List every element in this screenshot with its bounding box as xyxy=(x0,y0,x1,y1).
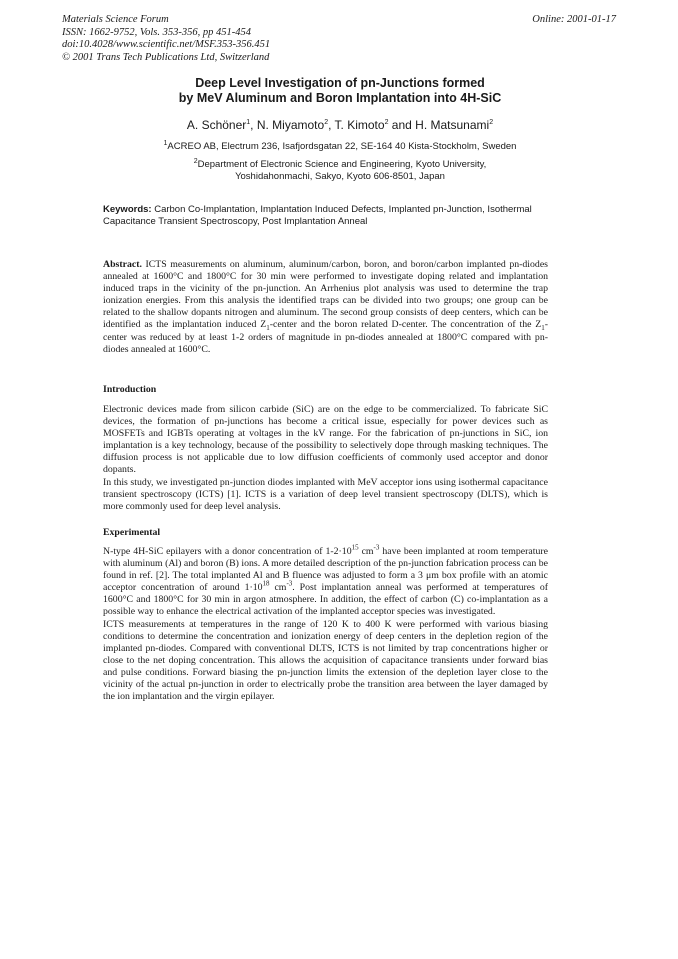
title-line-2: by MeV Aluminum and Boron Implantation into 4H-SiC xyxy=(178,91,502,105)
journal-name: Materials Science Forum xyxy=(62,14,169,25)
doi-link[interactable]: doi:10.4028/www.scientific.net/MSF.353-356.451 xyxy=(62,39,271,50)
introduction-paragraph-2: In this study, we investigated pn-junction diodes implanted with MeV acceptor ions using isothermal capacitance transient spectroscopy (ICTS) [1]. ICTS is a variation of deep level transient spectroscopy (DLTS), which is more commonly used for deep level analysis. xyxy=(103,476,548,512)
keywords-text: Carbon Co-Implantation, Implantation Induced Defects, Implanted pn-Junction, Isothermal Capacitance Transient Spectroscopy, Post Implantation Anneal xyxy=(103,204,532,227)
exp-text-a: N-type 4H-SiC epilayers with a donor concentration of 1-2·10 xyxy=(103,546,352,557)
exp-sup-a: 15 xyxy=(351,543,359,552)
author-2-affil: 2 xyxy=(324,119,329,126)
author-list xyxy=(80,118,600,132)
affiliation-1 xyxy=(80,141,600,153)
exp-sup-c: 18 xyxy=(262,580,270,589)
author-1: A. Schöner xyxy=(186,118,247,132)
copyright-line: © 2001 Trans Tech Publications Ltd, Switzerland xyxy=(62,51,270,63)
abstract xyxy=(103,259,548,356)
affiliation-1-text: ACREO AB, Electrum 236, Isafjordsgatan 22, SE-164 40 Kista-Stockholm, Sweden xyxy=(167,141,517,152)
author-3-affil: 2 xyxy=(384,119,389,126)
affiliation-2 xyxy=(80,159,600,183)
paper-title xyxy=(80,76,600,106)
abstract-sub-2: 1 xyxy=(541,324,545,333)
affiliation-2-line-1: Department of Electronic Science and Engineering, Kyoto University, xyxy=(197,159,487,170)
section-heading-experimental: Experimental xyxy=(103,527,161,538)
author-3: , T. Kimoto xyxy=(328,118,385,132)
abstract-label: Abstract. xyxy=(103,259,142,270)
exp-text-d: cm xyxy=(269,582,287,594)
author-2: , N. Miyamoto xyxy=(250,118,325,132)
exp-text-c: have been implanted at room temperature with aluminum (Al) and boron (B) ions. A more detailed description of the pn-junction fabrication process can be found in ref. [2]. The total implanted Al and B fluence was adjusted to form a 3 μm box profile with an atomic acceptor concentration of around 1·10 xyxy=(103,546,548,594)
abstract-text-2: -center and the boron related D-center. The concentration of the Z xyxy=(269,319,542,331)
introduction-paragraph-1: Electronic devices made from silicon carbide (SiC) are on the edge to be commercialized. To fabricate SiC devices, the formation of pn-junctions has become a critical issue, especially for power devices such as MOSFETs and IGBTs operating at voltages in the kV range. For the fabrication of pn-junctions in SiC, ion implantation is a key technology, because of the possibility to selectively dope through masking techniques. The diffusion process is not applicable due to low diffusion coefficients of commonly used acceptor and donor dopants. xyxy=(103,404,548,476)
exp-text-b: cm xyxy=(358,546,374,557)
introduction-body xyxy=(103,404,548,513)
section-heading-introduction: Introduction xyxy=(103,384,157,395)
author-4: and H. Matsunami xyxy=(388,118,490,132)
issn-line: ISSN: 1662-9752, Vols. 353-356, pp 451-454 xyxy=(62,26,251,38)
journal-header xyxy=(62,14,270,64)
author-1-affil: 1 xyxy=(246,119,251,126)
exp-text-e: . Post implantation anneal was performed at temperatures of 1600°C and 1800°C for 30 min in argon atmosphere. In addition, the effect of carbon (C) co-implantation as a possible way to enhance the electrical activation of the implanted acceptor species was investigated. xyxy=(103,582,548,618)
online-date: Online: 2001-01-17 xyxy=(532,14,616,25)
exp-sup-b: -3 xyxy=(373,543,380,552)
affiliation-2-line-2: Yoshidahonmachi, Sakyo, Kyoto 606-8501, Japan xyxy=(235,171,445,182)
keywords xyxy=(103,204,533,228)
experimental-paragraph-2: ICTS measurements at temperatures in the range of 120 K to 400 K were performed with various biasing conditions to determine the concentration and ionization energy of deep centers in the depletion region of the implanted pn-diodes. Compared with conventional DLTS, ICTS is not limited by trap concentrations higher or close to the net doping concentration. This allows the acquisition of capacitance transients under forward bias and pulse conditions. Forward biasing the pn-junction limits the extension of the depletion layer close to the vicinity of the actual pn-junction in order to electrically probe the transition area between the layer damaged by the ion implantation and the virgin epilayer. xyxy=(103,618,548,703)
keywords-label: Keywords: xyxy=(103,204,152,215)
experimental-paragraph-1 xyxy=(103,543,548,619)
abstract-text-3: -center was reduced by at least 1-2 orders of magnitude in pn-diodes annealed at 1800°C compared with pn-diodes annealed at 1600°C. xyxy=(103,319,548,355)
affiliation-1-marker: 1 xyxy=(163,139,168,147)
abstract-text-1: ICTS measurements on aluminum, aluminum/carbon, boron, and boron/carbon implanted pn-diodes annealed at 1600°C and 1800°C for 30 min were performed to investigate doping related and implantation induced traps in the vicinity of the pn-junction. An Arrhenius plot analysis was used to determine the trap ionization energies. From this analysis the identified traps can be divided into two groups; one group can be related to the shallow dopants nitrogen and aluminum. The second group consists of deep centers, which can be identified as the implantation induced Z xyxy=(103,259,548,331)
author-4-affil: 2 xyxy=(489,119,494,126)
exp-sup-d: -3 xyxy=(286,580,293,589)
abstract-sub-1: 1 xyxy=(266,324,270,333)
affiliation-2-marker: 2 xyxy=(193,157,198,165)
title-line-1: Deep Level Investigation of pn-Junctions formed xyxy=(195,76,485,90)
experimental-body xyxy=(103,543,548,703)
